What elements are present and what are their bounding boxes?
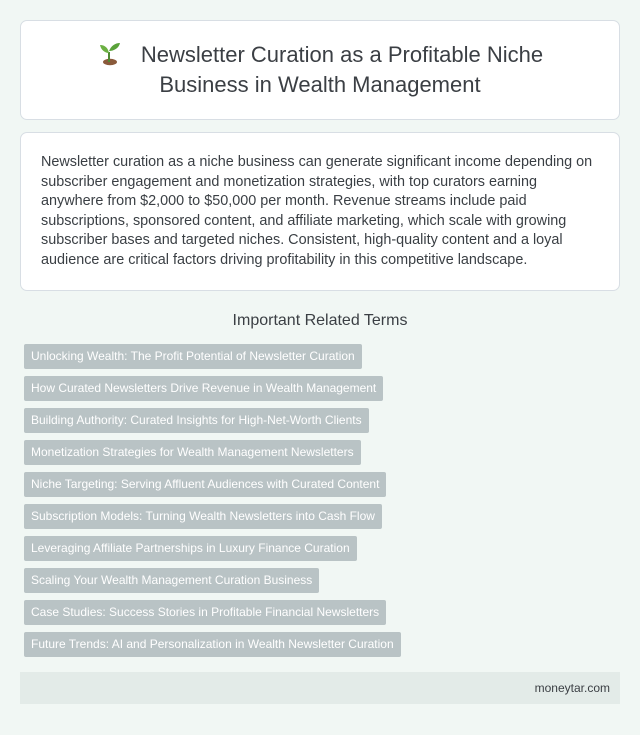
related-term-link[interactable]: Subscription Models: Turning Wealth Newsletters into Cash Flow bbox=[24, 504, 382, 529]
related-term-link[interactable]: Scaling Your Wealth Management Curation Business bbox=[24, 568, 319, 593]
related-term-link[interactable]: Niche Targeting: Serving Affluent Audiences with Curated Content bbox=[24, 472, 386, 497]
title-line-1: Newsletter Curation as a Profitable Niche bbox=[140, 42, 544, 67]
related-term-link[interactable]: Building Authority: Curated Insights for High-Net-Worth Clients bbox=[24, 408, 369, 433]
related-terms-heading: Important Related Terms bbox=[232, 312, 408, 329]
related-term-link[interactable]: Case Studies: Success Stories in Profitable Financial Newsletters bbox=[24, 600, 386, 625]
related-term-link[interactable]: Future Trends: AI and Personalization in Wealth Newsletter Curation bbox=[24, 632, 401, 657]
related-term-link[interactable]: Monetization Strategies for Wealth Management Newsletters bbox=[24, 440, 361, 465]
summary-card bbox=[20, 132, 620, 291]
related-term-link[interactable]: How Curated Newsletters Drive Revenue in Wealth Management bbox=[24, 376, 383, 401]
title-line-2: Business in Wealth Management bbox=[159, 72, 481, 97]
footer-site-name[interactable]: moneytar.com bbox=[534, 681, 610, 695]
footer-bar bbox=[20, 672, 620, 704]
related-term-link[interactable]: Leveraging Affiliate Partnerships in Luxury Finance Curation bbox=[24, 536, 357, 561]
sprout-icon bbox=[97, 40, 123, 66]
summary-text: Newsletter curation as a niche business can generate significant income depending on subscriber engagement and monetization strategies, with top curators earning anywhere from $2,000 to $50,000 per month. Revenue streams include paid subscriptions, sponsored content, and affiliate marketing, which scale with growing subscriber bases and targeted niches. Consistent, high-quality content and a loyal audience are critical factors driving profitability in this competitive landscape. bbox=[41, 154, 593, 268]
related-terms-list bbox=[20, 344, 620, 657]
related-term-link[interactable]: Unlocking Wealth: The Profit Potential of Newsletter Curation bbox=[24, 344, 362, 369]
title-card bbox=[20, 20, 620, 120]
page-title bbox=[97, 40, 543, 100]
